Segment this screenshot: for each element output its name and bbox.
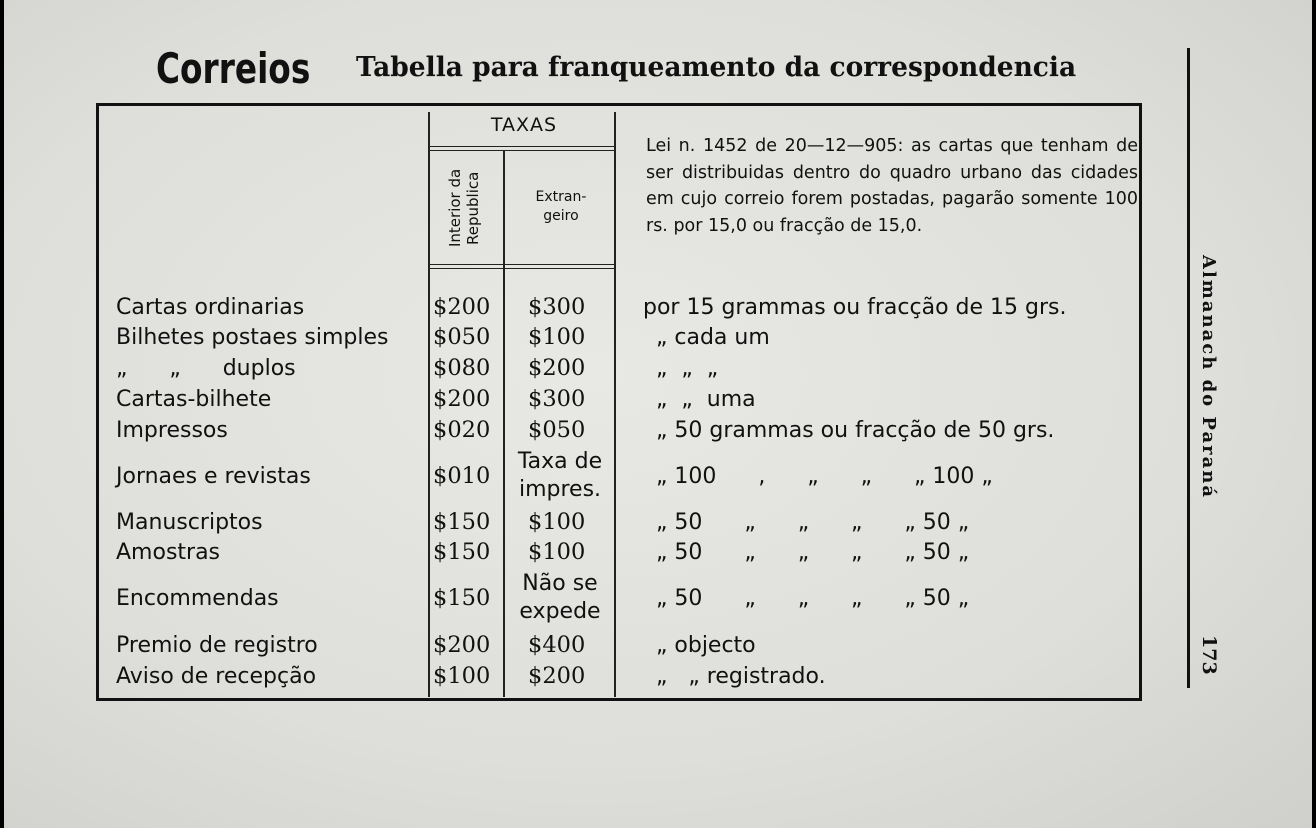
table-row [0,507,1140,538]
row-label: „ „ duplos [116,356,296,381]
row-note: „ „ registrado. [656,664,826,689]
law-note: Lei n. 1452 de 20—12—905: as cartas que tenham de ser distribuidas dentro do quadro urbano das cidades em cujo correio forem postadas, pagarão somente 100 rs. por 15,0 ou fracção de 15,0. [646,136,1138,236]
row-note: „ objecto [656,633,756,658]
rate-interior: $200 [433,294,491,320]
table-row [0,353,1140,384]
header-taxas: TAXAS [490,114,558,136]
table-row [0,568,1140,629]
rate-extrangeiro: $100 [528,509,586,535]
rate-extrangeiro: $100 [528,324,586,350]
table-caption: Tabella para franqueamento da correspondencia [356,52,1077,83]
rate-extrangeiro: $200 [528,355,586,381]
table-row [0,384,1140,415]
row-note: „ „ uma [656,387,756,412]
table-row [0,322,1140,353]
rate-interior: $010 [433,463,491,489]
rate-extrangeiro: $300 [528,386,586,412]
row-note: por 15 grammas ou fracção de 15 grs. [643,295,1067,320]
row-label: Encommendas [116,586,279,611]
rate-extrangeiro: Taxa de impres. [517,449,603,502]
rate-interior: $100 [433,663,491,689]
table-row [0,446,1140,507]
table-row [0,292,1140,323]
header-double-rule-bottom [429,264,614,265]
row-label: Manuscriptos [116,510,263,535]
row-note: „ cada um [656,325,770,350]
row-label: Bilhetes postaes simples [116,325,389,350]
rate-interior: $150 [433,539,491,565]
row-note: „ 50 „ „ „ „ 50 „ [656,586,970,611]
header-double-rule-top [429,150,614,151]
row-label: Aviso de recepção [116,664,317,689]
table-row [0,630,1140,661]
header-interior: Interior da Republica [446,168,482,248]
page-number: 173 [1198,635,1220,675]
row-note: „ „ „ [656,356,719,381]
header-double-rule-top [429,146,614,147]
row-note: „ 50 „ „ „ „ 50 „ [656,510,970,535]
table-row [0,537,1140,568]
rate-extrangeiro: Não se expede [519,571,601,624]
page-title: Correios [156,44,311,93]
header-double-rule-bottom [429,268,614,269]
row-label: Amostras [116,540,221,565]
rate-interior: $020 [433,417,491,443]
header-extrangeiro: Extran- geiro [535,189,587,224]
row-note: „ 50 „ „ „ „ 50 „ [656,540,970,565]
row-label: Cartas-bilhete [116,387,272,412]
rate-interior: $150 [433,585,491,611]
row-label: Impressos [116,418,228,443]
rate-extrangeiro: $050 [528,417,586,443]
running-title: Almanach do Paraná [1198,255,1219,500]
table-row [0,415,1140,446]
margin-rule [1187,48,1190,688]
rate-interior: $150 [433,509,491,535]
rate-interior: $200 [433,632,491,658]
rate-interior: $050 [433,324,491,350]
rate-interior: $080 [433,355,491,381]
rate-interior: $200 [433,386,491,412]
table-row [0,661,1140,692]
row-label: Premio de registro [116,633,318,658]
rate-extrangeiro: $200 [528,663,586,689]
row-label: Jornaes e revistas [116,464,311,489]
rate-extrangeiro: $400 [528,632,586,658]
rate-extrangeiro: $300 [528,294,586,320]
rate-extrangeiro: $100 [528,539,586,565]
row-note: „ 100 , „ „ „ 100 „ [656,464,993,489]
row-label: Cartas ordinarias [116,295,305,320]
scan-edge-right [1312,0,1316,828]
row-note: „ 50 grammas ou fracção de 50 grs. [656,418,1055,443]
